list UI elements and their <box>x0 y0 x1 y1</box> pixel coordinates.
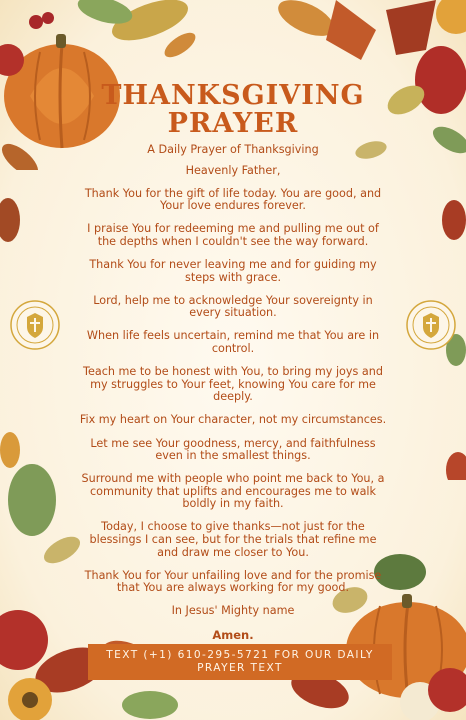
prayer-paragraph: Today, I choose to give thanks—not just for the blessings I can see, but for the trials that refine me and draw me closer to You. <box>89 520 377 559</box>
prayer-paragraph: Surround me with people who point me back to You, a community that uplifts and encourages me to walk boldly in my faith. <box>81 472 385 511</box>
prayer-paragraph: Thank You for the gift of life today. You are good, and Your love endures forever. <box>84 186 382 213</box>
prayer-paragraph: Lord, help me to acknowledge Your sovereignty in every situation. <box>93 293 373 320</box>
prayer-paragraph: Thank You for Your unfailing love and for the promise that You are always working for my good. <box>84 568 382 595</box>
cta-label: TEXT (+1) 610-295-5721 FOR OUR DAILY PRAYER TEXT <box>106 649 374 674</box>
seal-left-icon <box>10 300 60 350</box>
prayer-paragraph: Teach me to be honest with You, to bring my joys and my struggles to Your feet, knowing You care for me deeply. <box>83 365 383 404</box>
prayer-paragraph: Let me see Your goodness, mercy, and faithfulness even in the smallest things. <box>90 436 376 463</box>
title-line-2: PRAYER <box>167 108 299 139</box>
prayer-closing: In Jesus' Mighty name <box>171 604 295 618</box>
prayer-body <box>78 144 388 652</box>
text-prayer-cta-banner[interactable] <box>88 644 392 680</box>
page-title <box>0 82 466 138</box>
prayer-paragraph: Fix my heart on Your character, not my circumstances. <box>79 413 387 427</box>
prayer-amen: Amen. <box>212 627 254 642</box>
prayer-paragraph: Thank You for never leaving me and for guiding my steps with grace. <box>89 258 377 284</box>
prayer-salutation: Heavenly Father, <box>185 163 281 177</box>
prayer-subtitle: A Daily Prayer of Thanksgiving <box>147 143 319 156</box>
title-line-1: THANKSGIVING <box>101 80 365 111</box>
prayer-paragraph: I praise You for redeeming me and pulling me out of the depths when I couldn't see the way forward. <box>87 222 379 248</box>
prayer-paragraph: When life feels uncertain, remind me that You are in control. <box>86 329 380 356</box>
seal-right-icon <box>406 300 456 350</box>
